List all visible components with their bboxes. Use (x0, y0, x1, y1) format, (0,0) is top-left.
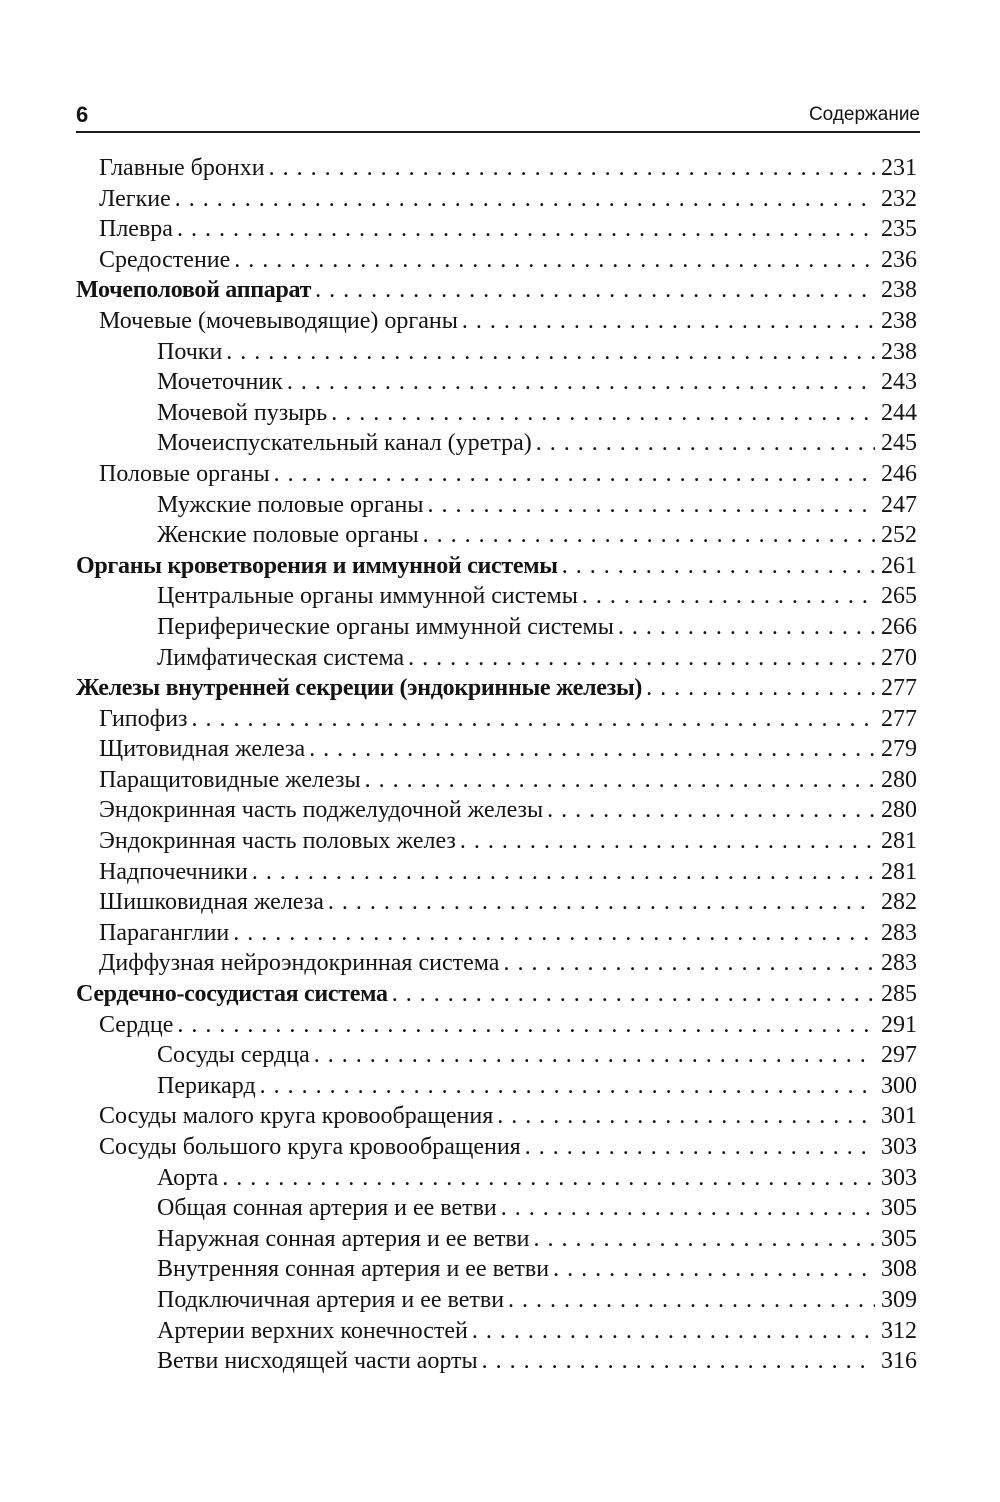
toc-entry (76, 551, 917, 582)
dot-leader (618, 612, 875, 643)
toc-entry-page: 316 (881, 1348, 917, 1375)
toc-entry-page: 236 (881, 246, 917, 273)
toc-entry (76, 1316, 917, 1347)
toc-entry (76, 459, 917, 490)
toc-entry-title: Легкие (99, 185, 171, 212)
dot-leader (423, 520, 875, 551)
dot-leader (234, 245, 875, 276)
toc-entry-title: Эндокринная часть половых желез (99, 828, 456, 855)
toc-entry-title: Аорта (157, 1164, 219, 1191)
toc-entry-page: 280 (881, 797, 917, 824)
toc-entry-title: Периферические органы иммунной системы (157, 613, 614, 640)
dot-leader (177, 214, 875, 245)
page-header (76, 100, 920, 133)
dot-leader (525, 1132, 875, 1163)
dot-leader (582, 581, 875, 612)
toc-entry (76, 214, 917, 245)
dot-leader (408, 643, 875, 674)
toc-entry (76, 979, 917, 1010)
dot-leader (222, 1163, 875, 1194)
toc-entry (76, 857, 917, 888)
toc-entry-page: 301 (881, 1103, 917, 1130)
toc-entry-title: Эндокринная часть поджелудочной железы (99, 797, 544, 824)
toc-entry-title: Мочевой пузырь (157, 399, 328, 426)
toc-entry-page: 303 (881, 1164, 917, 1191)
dot-leader (252, 857, 875, 888)
toc-entry-title: Средостение (99, 246, 231, 273)
toc-entry (76, 490, 917, 521)
toc-entry-title: Мочевые (мочевыводящие) органы (99, 307, 458, 334)
toc-entry (76, 1010, 917, 1041)
toc-entry-title: Сосуды малого круга кровообращения (99, 1103, 494, 1130)
toc-entry-page: 308 (881, 1256, 917, 1283)
toc-entry-page: 279 (881, 736, 917, 763)
dot-leader (269, 153, 875, 184)
toc-entry-title: Почки (157, 338, 223, 365)
dot-leader (314, 1040, 875, 1071)
toc-entry-page: 285 (881, 981, 917, 1008)
toc-entry (76, 581, 917, 612)
toc-entry-title: Шишковидная железа (99, 889, 324, 916)
toc-entry-title: Наружная сонная артерия и ее ветви (157, 1225, 530, 1252)
dot-leader (646, 673, 875, 704)
toc-entry-title: Внутренняя сонная артерия и ее ветви (157, 1256, 550, 1283)
toc-entry-title: Половые органы (99, 460, 270, 487)
dot-leader (553, 1254, 875, 1285)
toc-entry (76, 428, 917, 459)
toc-entry (76, 367, 917, 398)
toc-entry-title: Подключичная артерия и ее ветви (157, 1286, 505, 1313)
toc-entry-page: 297 (881, 1042, 917, 1069)
toc-entry-page: 238 (881, 277, 917, 304)
toc-entry-title: Мочеточник (157, 369, 283, 396)
toc-entry-title: Надпочечники (99, 858, 248, 885)
dot-leader (460, 826, 875, 857)
toc-entry-page: 277 (881, 705, 917, 732)
dot-leader (309, 734, 875, 765)
dot-leader (392, 979, 875, 1010)
toc-entry-page: 266 (881, 613, 917, 640)
toc-entry-title: Железы внутренней секреции (эндокринные железы) (76, 675, 643, 702)
toc-entry-title: Главные бронхи (99, 155, 265, 181)
dot-leader (503, 948, 875, 979)
dot-leader (462, 306, 875, 337)
dot-leader (233, 918, 875, 949)
toc-entry-page: 238 (881, 307, 917, 334)
toc-entry (76, 734, 917, 765)
toc-entry-title: Паращитовидные железы (99, 766, 361, 793)
dot-leader (226, 337, 875, 368)
toc-entry-title: Ветви нисходящей части аорты (157, 1348, 478, 1375)
toc-entry-title: Плевра (99, 216, 173, 243)
toc-entry-title: Сердечно-сосудистая система (76, 981, 388, 1008)
toc-entry (76, 765, 917, 796)
page-number: 6 (76, 102, 89, 127)
toc-entry (76, 306, 917, 337)
toc-entry-title: Мужские половые органы (157, 491, 424, 518)
dot-leader (508, 1285, 875, 1316)
toc-entry-title: Сосуды сердца (157, 1042, 310, 1069)
toc-entry-page: 244 (881, 399, 917, 426)
toc-entry-page: 281 (881, 858, 917, 885)
toc-entry (76, 887, 917, 918)
toc-entry-page: 245 (881, 430, 917, 457)
dot-leader (501, 1193, 875, 1224)
toc-entry-title: Органы кроветворения и иммунной системы (76, 552, 558, 579)
toc-entry-title: Центральные органы иммунной системы (157, 583, 578, 610)
toc-entry-page: 283 (881, 919, 917, 946)
dot-leader (497, 1101, 875, 1132)
table-of-contents (76, 153, 917, 1377)
toc-entry-page: 252 (881, 522, 917, 549)
dot-leader (315, 275, 875, 306)
toc-entry-page: 265 (881, 583, 917, 610)
toc-entry-page: 238 (881, 338, 917, 365)
toc-entry-page: 277 (881, 675, 917, 702)
toc-entry (76, 795, 917, 826)
dot-leader (192, 704, 875, 735)
toc-entry (76, 184, 917, 215)
dot-leader (175, 184, 875, 215)
toc-entry (76, 826, 917, 857)
toc-entry-page: 281 (881, 828, 917, 855)
toc-entry-page: 300 (881, 1072, 917, 1099)
toc-entry-title: Мочеполовой аппарат (76, 277, 312, 304)
toc-entry (76, 704, 917, 735)
dot-leader (274, 459, 875, 490)
toc-entry (76, 948, 917, 979)
toc-entry-page: 261 (881, 552, 917, 579)
toc-entry-title: Диффузная нейроэндокринная система (99, 950, 500, 977)
dot-leader (427, 490, 875, 521)
toc-entry-page: 312 (881, 1317, 917, 1344)
toc-entry (76, 1040, 917, 1071)
dot-leader (534, 1224, 875, 1255)
dot-leader (331, 398, 875, 429)
dot-leader (547, 795, 875, 826)
running-title: Содержание (808, 104, 920, 125)
dot-leader (482, 1346, 875, 1377)
toc-entry-page: 280 (881, 766, 917, 793)
toc-entry-page: 235 (881, 216, 917, 243)
toc-entry-page: 283 (881, 950, 917, 977)
toc-entry-page: 305 (881, 1195, 917, 1222)
toc-entry (76, 918, 917, 949)
toc-entry (76, 1193, 917, 1224)
toc-entry-title: Артерии верхних конечностей (157, 1317, 468, 1344)
toc-entry-page: 282 (881, 889, 917, 916)
toc-entry-page: 309 (881, 1286, 917, 1313)
toc-entry-page: 243 (881, 369, 917, 396)
toc-entry-page: 231 (881, 155, 917, 181)
toc-entry (76, 1346, 917, 1377)
toc-entry (76, 520, 917, 551)
toc-entry (76, 398, 917, 429)
toc-entry (76, 275, 917, 306)
toc-entry (76, 1254, 917, 1285)
toc-entry-title: Сосуды большого круга кровообращения (99, 1134, 521, 1160)
dot-leader (177, 1010, 875, 1041)
toc-entry-title: Гипофиз (99, 705, 188, 732)
toc-entry (76, 1224, 917, 1255)
dot-leader (472, 1316, 875, 1347)
toc-entry-title: Мочеиспускательный канал (уретра) (157, 430, 532, 457)
toc-entry (76, 643, 917, 674)
toc-entry-title: Параганглии (99, 919, 230, 946)
dot-leader (536, 428, 875, 459)
dot-leader (365, 765, 875, 796)
toc-entry-page: 291 (881, 1011, 917, 1038)
toc-entry-title: Перикард (157, 1072, 256, 1099)
toc-entry (76, 612, 917, 643)
toc-entry-title: Лимфатическая система (157, 644, 405, 671)
toc-entry (76, 1071, 917, 1102)
toc-entry (76, 673, 917, 704)
dot-leader (260, 1071, 875, 1102)
toc-entry-page: 247 (881, 491, 917, 518)
toc-entry-title: Сердце (99, 1011, 174, 1038)
toc-entry (76, 1101, 917, 1132)
toc-entry-title: Женские половые органы (157, 522, 419, 549)
toc-entry (76, 1285, 917, 1316)
toc-entry-page: 246 (881, 460, 917, 487)
toc-entry-title: Щитовидная железа (99, 736, 306, 763)
toc-entry (76, 1163, 917, 1194)
dot-leader (287, 367, 875, 398)
toc-entry (76, 153, 917, 184)
toc-entry-page: 305 (881, 1225, 917, 1252)
toc-entry-page: 270 (881, 644, 917, 671)
toc-entry-page: 232 (881, 185, 917, 212)
toc-entry-title: Общая сонная артерия и ее ветви (157, 1195, 497, 1222)
dot-leader (328, 887, 875, 918)
toc-entry (76, 337, 917, 368)
dot-leader (562, 551, 875, 582)
toc-entry (76, 245, 917, 276)
toc-entry-page: 303 (881, 1134, 917, 1160)
toc-entry (76, 1132, 917, 1163)
